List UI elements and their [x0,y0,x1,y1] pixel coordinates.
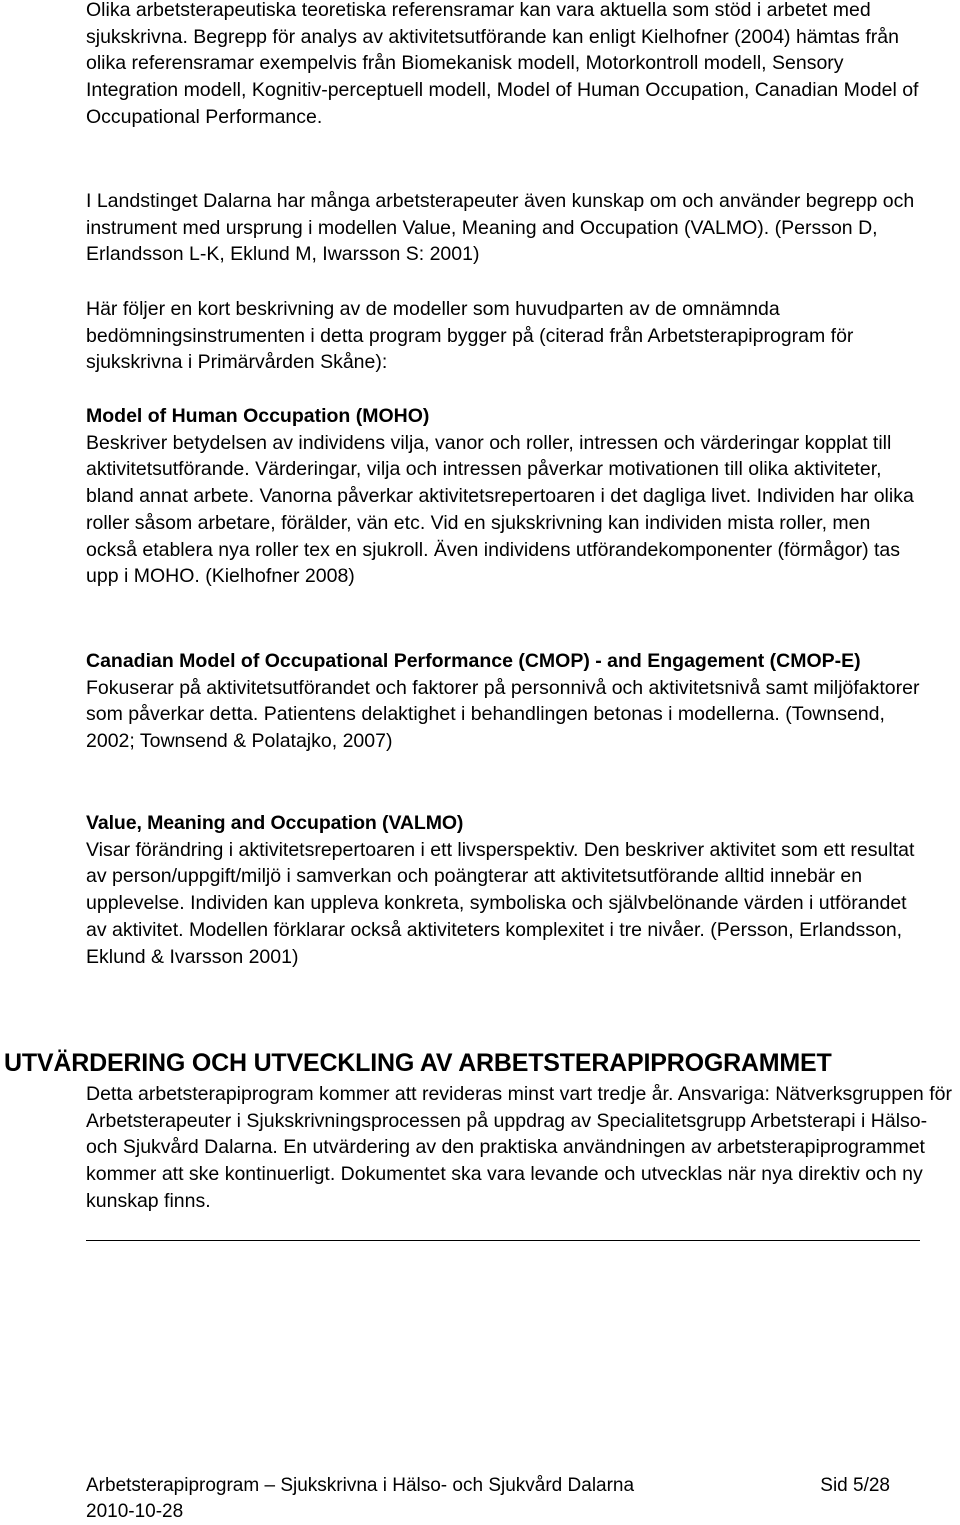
section-heading: UTVÄRDERING OCH UTVECKLING AV ARBETSTERAPIPROGRAMMET [4,1049,832,1077]
model-heading: Value, Meaning and Occupation (VALMO) [86,812,464,834]
model-section-moho [86,403,926,590]
footer-title: Arbetsterapiprogram – Sjukskrivna i Hälso- och Sjukvård Dalarna [86,1475,635,1496]
intro-paragraph-2: I Landstinget Dalarna har många arbetsterapeuter även kunskap om och använder begrepp och instrument med ursprung i modellen Value, Meaning and Occupation (VALMO). (Persson D, Erlandsson L-K, Eklund M, Iwarsson S: 2001) [86,190,915,266]
model-heading: Model of Human Occupation (MOHO) [86,405,430,427]
model-heading: Canadian Model of Occupational Performance (CMOP) - and Engagement (CMOP-E) [86,650,861,672]
intro-paragraph-3: Här följer en kort beskrivning av de modeller som huvudparten av de omnämnda bedömningsinstrumenten i detta program bygger på (citerad från Arbetsterapiprogram för sjukskrivna i Primärvården Skåne): [86,298,854,374]
model-body: Beskriver betydelsen av individens vilja, vanor och roller, intressen och värderingar kopplat till aktivitetsutförande. Värderingar, vilja och intressen påverkar motivationen till olika aktiviteter, bland annat arbete. Vanorna påverkar aktivitetsrepertoaren i det dagliga livet. Individen har olika roller såsom arbetare, förälder, vän etc. Vid en sjukskrivning kan individen mista roller, men också etablera nya roller tex en sjukroll. Även individens utförandekomponenter (förmågor) tas upp i MOHO. (Kielhofner 2008) [86,431,914,588]
footer-date: 2010-10-28 [86,1501,184,1522]
footer-divider [86,1240,920,1241]
model-section-valmo [86,810,926,970]
model-section-cmop [86,648,926,755]
model-body: Visar förändring i aktivitetsrepertoaren i ett livsperspektiv. Den beskriver aktivitet som ett resultat av person/uppgift/miljö i samverkan och poängterar att aktivitetsutförande alltid innebär en upplevelse. Individen kan uppleva konkreta, symboliska och självbelönande värden i utförandet av aktivitet. Modellen förklarar också aktiviteters komplexitet i tre nivåer. (Persson, Erlandsson, Eklund & Ivarsson 2001) [86,838,915,968]
evaluation-paragraph: Detta arbetsterapiprogram kommer att revideras minst vart tredje år. Ansvariga: Nätverksgruppen för Arbetsterapeuter i Sjukskrivningsprocessen på uppdrag av Specialitetsgrupp Arbetsterapi i Hälso- och Sjukvård Dalarna. En utvärdering av den praktiska användningen av arbetsterapiprogrammet kommer att ske kontinuerligt. Dokumentet ska vara levande och utvecklas när nya direktiv och ny kunskap finns. [86,1083,952,1212]
model-body: Fokuserar på aktivitetsutförandet och faktorer på personnivå och aktivitetsnivå samt miljöfaktorer som påverkar detta. Patientens delaktighet i behandlingen betonas i modellerna. (Townsend, 2002; Townsend & Polatajko, 2007) [86,676,920,753]
intro-paragraph-1: Olika arbetsterapeutiska teoretiska referensramar kan vara aktuella som stöd i arbetet med sjukskrivna. Begrepp för analys av aktivitetsutförande kan enligt Kielhofner (2004) hämtas från olika referensramar exempelvis från Biomekanisk modell, Motorkontroll modell, Sensory Integration modell, Kognitiv-perceptuell modell, Model of Human Occupation, Canadian Model of Occupational Performance. [86,0,919,128]
page-number: Sid 5/28 [820,1475,890,1496]
